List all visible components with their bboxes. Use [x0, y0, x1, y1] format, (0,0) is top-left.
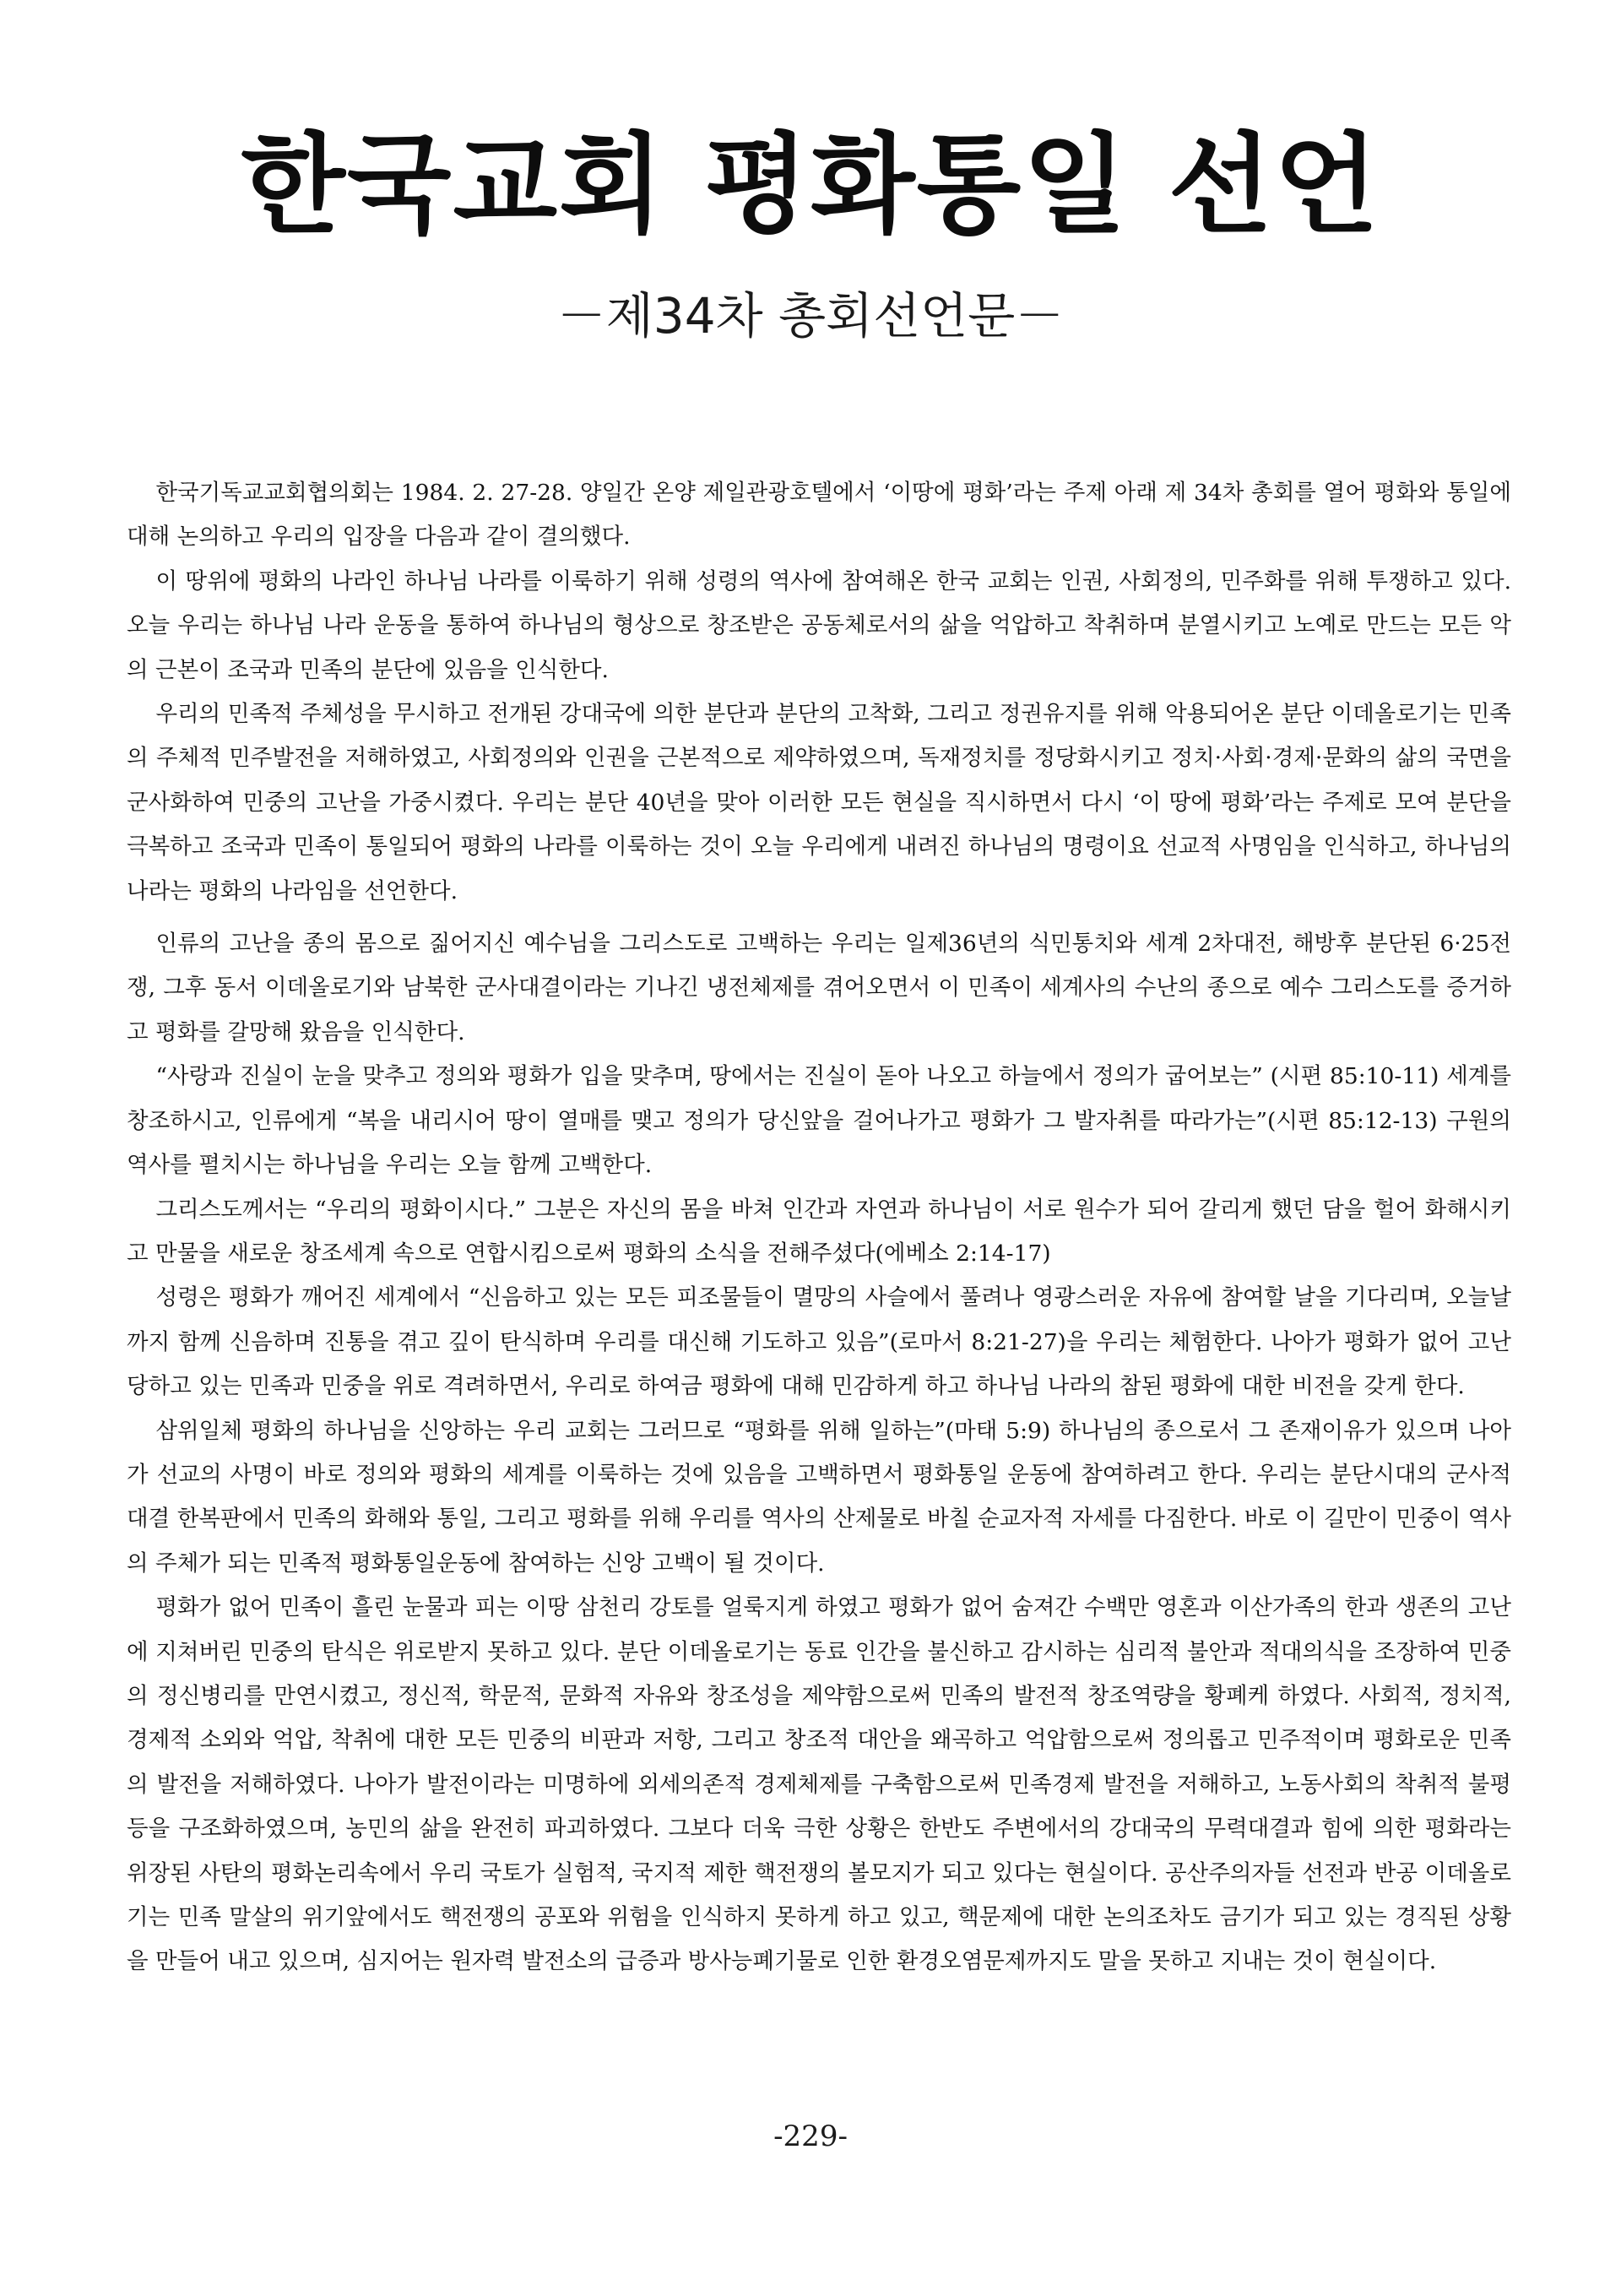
paragraph-9: 평화가 없어 민족이 흘린 눈물과 피는 이땅 삼천리 강토를 얼룩지게 하였고 평화가 없어 숨져간 수백만 영혼과 이산가족의 한과 생존의 고난에 지쳐버린 민중의 탄식은 위로받지 못하고 있다. 분단 이데올로기는 동료 인간을 불신하고 감시하는 심리적 불안과 적대의식을 조장하여 민중의 정신병리를 만연시켰고, 정신적, 학문적, 문화적 자유와 창조성을 제약함으로써 민족의 발전적 창조역량을 황폐케 하였다. 사회적, 정치적, 경제적 소외와 억압, 착취에 대한 모든 민중의 비판과 저항, 그리고 창조적 대안을 왜곡하고 억압함으로써 정의롭고 민주적이며 평화로운 민족의 발전을 저해하였다. 나아가 발전이라는 미명하에 외세의존적 경제체제를 구축함으로써 민족경제 발전을 저해하고, 노동사회의 착취적 불평등을 구조화하였으며, 농민의 삶을 완전히 파괴하였다. 그보다 더욱 극한 상황은 한반도 주변에서의 강대국의 무력대결과 힘에 의한 평화라는 위장된 사탄의 평화논리속에서 우리 국토가 실험적, 국지적 제한 핵전쟁의 볼모지가 되고 있다는 현실이다. 공산주의자들 선전과 반공 이데올로기는 민족 말살의 위기앞에서도 핵전쟁의 공포와 위험을 인식하지 못하게 하고 있고, 핵문제에 대한 논의조차도 금기가 되고 있는 경직된 상황을 만들어 내고 있으며, 심지어는 원자력 발전소의 급증과 방사능폐기물로 인한 환경오염문제까지도 말을 못하고 지내는 것이 현실이다. [127, 1594, 1511, 1975]
paragraph-5: “사랑과 진실이 눈을 맞추고 정의와 평화가 입을 맞추며, 땅에서는 진실이 돋아 나오고 하늘에서 정의가 굽어보는” (시편 85:10-11) 세계를 창조하시고, 인류에게 “복을 내리시어 땅이 열매를 맺고 정의가 당신앞을 걸어나가고 평화가 그 발자취를 따라가는”(시편 85:12-13) 구원의 역사를 펼치시는 하나님을 우리는 오늘 함께 고백한다. [127, 1063, 1511, 1179]
paragraph-4: 인류의 고난을 종의 몸으로 짊어지신 예수님을 그리스도로 고백하는 우리는 일제36년의 식민통치와 세계 2차대전, 해방후 분단된 6·25전쟁, 그후 동서 이데올로기와 남북한 군사대결이라는 기나긴 냉전체제를 겪어오면서 이 민족이 세계사의 수난의 종으로 예수 그리스도를 증거하고 평화를 갈망해 왔음을 인식한다. [127, 931, 1511, 1045]
document-body [127, 471, 1511, 1984]
paragraph-8: 삼위일체 평화의 하나님을 신앙하는 우리 교회는 그러므로 “평화를 위해 일하는”(마태 5:9) 하나님의 종으로서 그 존재이유가 있으며 나아가 선교의 사명이 바로 정의와 평화의 세계를 이룩하는 것에 있음을 고백하면서 평화통일 운동에 참여하려고 한다. 우리는 분단시대의 군사적 대결 한복판에서 민족의 화해와 통일, 그리고 평화를 위해 우리를 역사의 산제물로 바칠 순교자적 자세를 다짐한다. 바로 이 길만이 민중이 역사의 주체가 되는 민족적 평화통일운동에 참여하는 신앙 고백이 될 것이다. [127, 1417, 1511, 1577]
paragraph-1: 한국기독교교회협의회는 1984. 2. 27-28. 양일간 온양 제일관광호텔에서 ‘이땅에 평화’라는 주제 아래 제 34차 총회를 열어 평화와 통일에 대해 논의하고 우리의 입장을 다음과 같이 결의했다. [127, 480, 1511, 551]
document-title: 한국교회 평화통일 선언 [241, 122, 1380, 248]
paragraph-2: 이 땅위에 평화의 나라인 하나님 나라를 이룩하기 위해 성령의 역사에 참여해온 한국 교회는 인권, 사회정의, 민주화를 위해 투쟁하고 있다. 오늘 우리는 하나님 나라 운동을 통하여 하나님의 형상으로 창조받은 공동체로서의 삶을 억압하고 착취하며 분열시키고 노예로 만드는 모든 악의 근본이 조국과 민족의 분단에 있음을 인식한다. [127, 567, 1511, 683]
paragraph-7: 성령은 평화가 깨어진 세계에서 “신음하고 있는 모든 피조물들이 멸망의 사슬에서 풀려나 영광스러운 자유에 참여할 날을 기다리며, 오늘날까지 함께 신음하며 진통을 겪고 깊이 탄식하며 우리를 대신해 기도하고 있음”(로마서 8:21-27)을 우리는 체험한다. 나아가 평화가 없어 고난당하고 있는 민족과 민중을 위로 격려하면서, 우리로 하여금 평화에 대해 민감하게 하고 하나님 나라의 참된 평화에 대한 비전을 갖게 한다. [127, 1284, 1511, 1400]
paragraph-6: 그리스도께서는 “우리의 평화이시다.” 그분은 자신의 몸을 바쳐 인간과 자연과 하나님이 서로 원수가 되어 갈리게 했던 담을 헐어 화해시키고 만물을 새로운 창조세계 속으로 연합시킴으로써 평화의 소식을 전해주셨다(에베소 2:14-17) [127, 1196, 1511, 1267]
paragraph-3: 우리의 민족적 주체성을 무시하고 전개된 강대국에 의한 분단과 분단의 고착화, 그리고 정권유지를 위해 악용되어온 분단 이데올로기는 민족의 주체적 민주발전을 저해하였고, 사회정의와 인권을 근본적으로 제약하였으며, 독재정치를 정당화시키고 정치·사회·경제·문화의 삶의 국면을 군사화하여 민중의 고난을 가중시켰다. 우리는 분단 40년을 맞아 이러한 모든 현실을 직시하면서 다시 ‘이 땅에 평화’라는 주제로 모여 분단을 극복하고 조국과 민족이 통일되어 평화의 나라를 이룩하는 것이 오늘 우리에게 내려진 하나님의 명령이요 선교적 사명임을 인식하고, 하나님의 나라는 평화의 나라임을 선언한다. [127, 701, 1511, 904]
document-subtitle: －제34차 총회선언문－ [556, 287, 1065, 345]
page-number: -229- [773, 2120, 848, 2153]
